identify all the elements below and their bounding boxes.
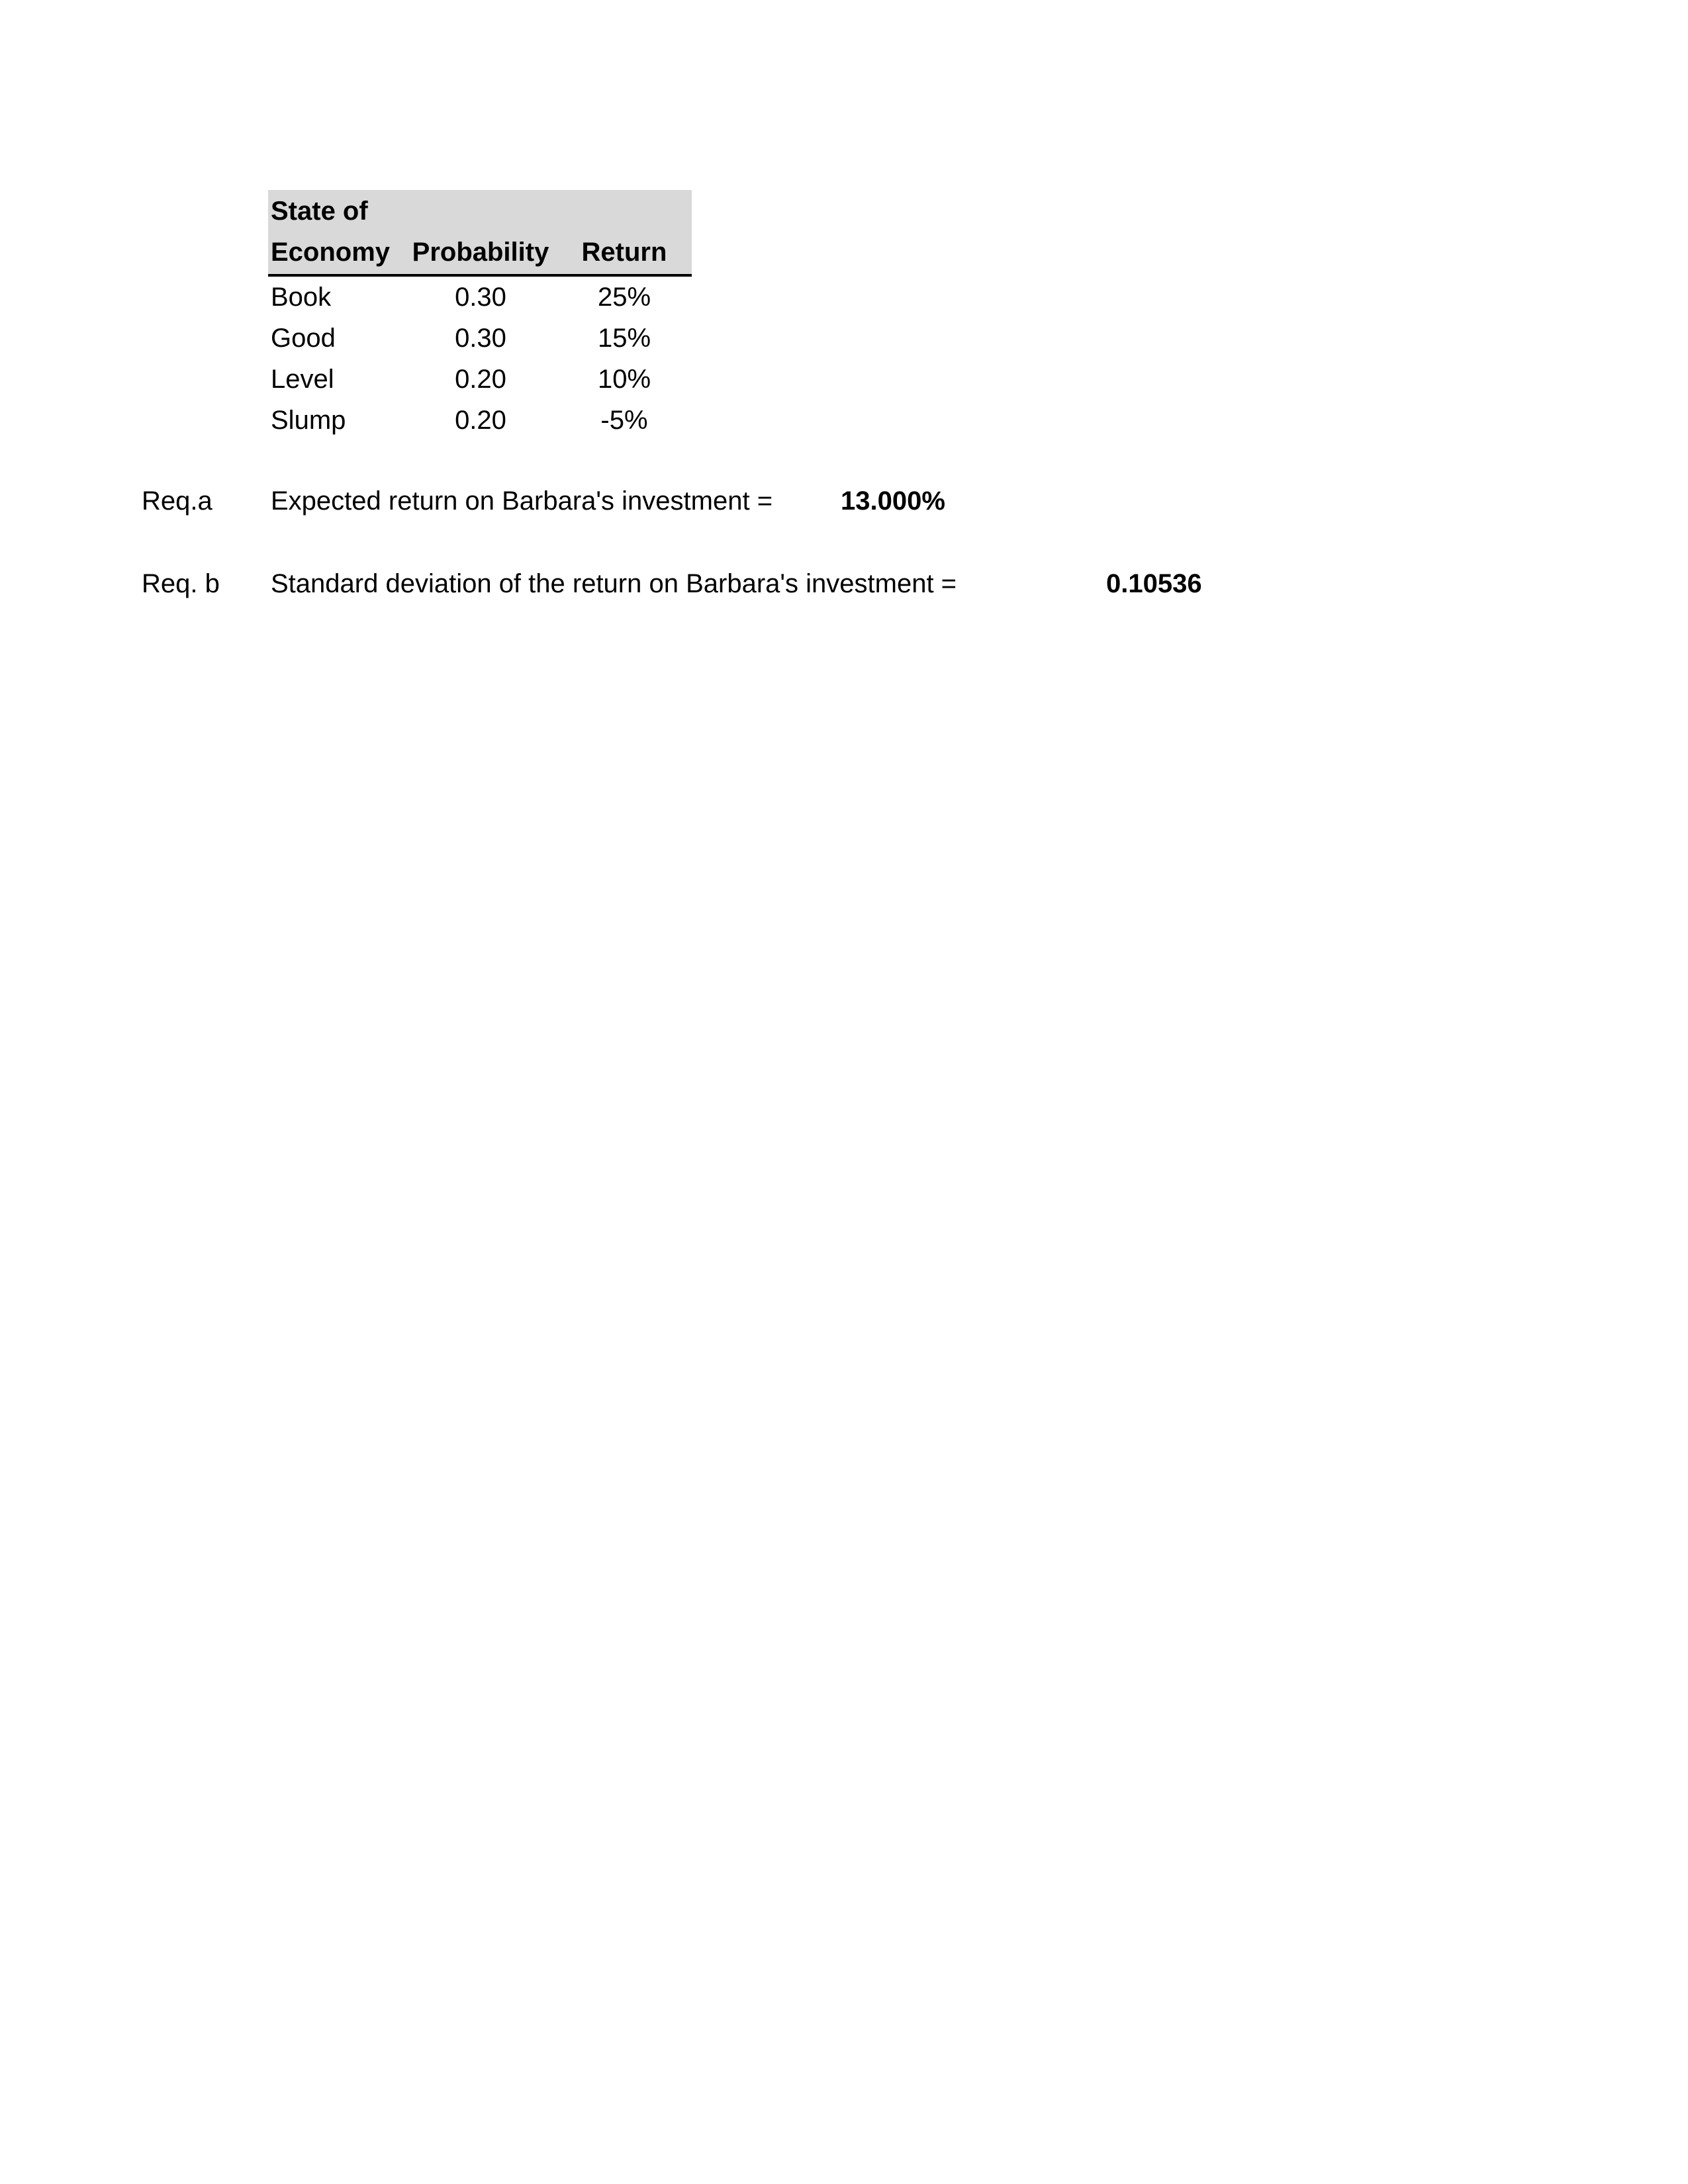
cell-return: -5%: [600, 406, 648, 435]
cell-probability: 0.30: [455, 324, 506, 353]
req-b-text: Standard deviation of the return on Barbara's investment =: [271, 569, 957, 598]
req-b-label: Req. b: [142, 569, 220, 598]
requirement-b: [0, 563, 1688, 604]
cell-state: Slump: [271, 406, 346, 435]
cell-state: Good: [271, 324, 336, 353]
header-return: Return: [581, 238, 667, 267]
table-row: [268, 400, 692, 441]
cell-return: 10%: [597, 365, 651, 394]
table-header: [268, 190, 692, 277]
header-state-of: State of: [271, 197, 368, 226]
cell-return: 15%: [597, 324, 651, 353]
cell-state: Book: [271, 283, 332, 312]
req-b-value: 0.10536: [1106, 569, 1202, 598]
economy-table: [268, 190, 692, 441]
table-row: [268, 277, 692, 318]
req-a-text: Expected return on Barbara's investment =: [271, 486, 773, 516]
cell-probability: 0.20: [455, 406, 506, 435]
cell-return: 25%: [597, 283, 651, 312]
header-economy: Economy: [271, 238, 391, 267]
requirement-a: [0, 480, 1688, 522]
cell-probability: 0.20: [455, 365, 506, 394]
table-row: [268, 318, 692, 359]
table-row: [268, 359, 692, 400]
cell-state: Level: [271, 365, 334, 394]
header-probability: Probability: [412, 238, 549, 267]
req-a-value: 13.000%: [841, 486, 945, 516]
req-a-label: Req.a: [142, 486, 212, 516]
cell-probability: 0.30: [455, 283, 506, 312]
